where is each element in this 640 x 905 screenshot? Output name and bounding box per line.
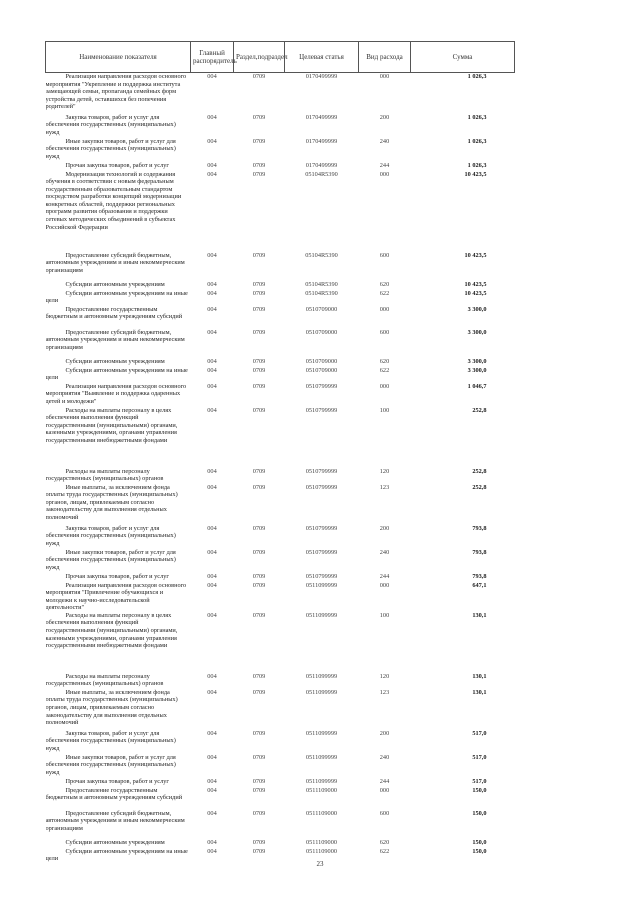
row-expense-type: 600 [379,809,390,817]
row-name: Иные закупки товаров, работ и услуг для обеспечения государственных (муниципальных) нужд [45,548,176,571]
row-razdel: 0709 [252,467,266,475]
row-expense-type: 244 [379,161,390,169]
row-sum: 130,1 [472,688,487,696]
row-name: Прочая закупка товаров, работ и услуг [65,572,169,580]
row-expense-type: 120 [379,672,390,680]
row-glav: 004 [207,382,217,390]
row-razdel: 0709 [252,161,266,169]
table-row [46,582,515,612]
row-glav: 004 [207,809,217,817]
row-name: Модернизация технологий и содержания обучения в соответствии с новым федеральным государственным образовательным стандартом посредством разработки концепций модернизации конкретных областей, поддержки региональных программ развития образования и поддержки сетевых методических объединений в субъектах Российской Федерации [45,170,182,231]
row-glav: 004 [207,672,217,680]
row-target-article: 0510799999 [305,382,338,390]
row-expense-type: 240 [379,137,390,145]
row-expense-type: 000 [379,305,390,313]
row-sum: 150,0 [472,847,487,855]
row-sum: 1 026,3 [467,137,487,145]
row-target-article: 0511099999 [305,729,338,737]
row-glav: 004 [207,786,217,794]
row-razdel: 0709 [252,548,266,556]
row-sum: 10 423,5 [464,289,487,297]
row-expense-type: 622 [379,289,390,297]
row-target-article: 0510709000 [305,328,338,336]
row-razdel: 0709 [252,305,266,313]
row-sum: 793,8 [472,572,487,580]
table-row [46,689,515,730]
row-target-article: 0510709000 [305,357,338,365]
row-razdel: 0709 [252,611,266,619]
row-expense-type: 600 [379,328,390,336]
row-razdel: 0709 [252,777,266,785]
row-expense-type: 244 [379,572,390,580]
table-row [46,573,515,582]
row-sum: 10 423,5 [464,280,487,288]
row-expense-type: 000 [379,786,390,794]
row-name: Расходы на выплаты персоналу в целях обеспечения выполнения функций государственными (муниципальными) органами, казенными учреждениями, органами управления государственными внебюджетными фондами [45,406,178,444]
row-target-article: 0511099999 [305,753,338,761]
row-sum: 3 300,0 [467,305,487,313]
row-expense-type: 622 [379,847,390,855]
row-sum: 252,8 [472,483,487,491]
table-row [46,306,515,329]
row-target-article: 0511109000 [305,838,338,846]
row-razdel: 0709 [252,838,266,846]
row-glav: 004 [207,467,217,475]
row-name: Реализация направления расходов основного мероприятия "Привлечение обучающихся и молодежи к научно-исследовательской деятельности" [45,581,187,612]
row-expense-type: 100 [379,611,390,619]
row-razdel: 0709 [252,73,266,80]
header-razdel: Раздел,подраздел [234,42,285,73]
row-target-article: 05104R5390 [305,170,338,178]
row-target-article: 0511099999 [305,672,338,680]
row-target-article: 0511099999 [305,688,338,696]
row-glav: 004 [207,688,217,696]
row-razdel: 0709 [252,280,266,288]
header-target-article: Целевая статья [285,42,359,73]
page-number: 23 [316,860,324,868]
row-glav: 004 [207,366,217,374]
row-glav: 004 [207,753,217,761]
table-row [46,367,515,383]
row-glav: 004 [207,289,217,297]
row-target-article: 0170499999 [305,161,338,169]
row-razdel: 0709 [252,170,266,178]
row-glav: 004 [207,611,217,619]
row-sum: 793,8 [472,548,487,556]
table-row [46,290,515,306]
table-row [46,612,515,673]
row-target-article: 0510799999 [305,467,338,475]
row-expense-type: 620 [379,357,390,365]
table-row [46,468,515,484]
row-expense-type: 123 [379,688,390,696]
row-sum: 647,1 [472,581,487,589]
row-expense-type: 240 [379,548,390,556]
row-name: Иные выплаты, за исключением фонда оплаты труда государственных (муниципальных) органов, лицам, привлекаемым согласно законодательству для выполнения отдельных полномочий [45,483,178,521]
row-sum: 3 300,0 [467,366,487,374]
row-expense-type: 120 [379,467,390,475]
table-header [46,42,515,73]
table-row [46,329,515,358]
row-target-article: 0510799999 [305,406,338,414]
row-name: Субсидии автономным учреждениям на иные цели [45,847,188,863]
table-row [46,778,515,787]
row-glav: 004 [207,328,217,336]
table-row [46,754,515,778]
row-target-article: 05104R5390 [305,289,338,297]
row-name: Предоставление субсидий бюджетным, автономным учреждениям и иным некоммерческим организациям [45,251,185,274]
row-glav: 004 [207,161,217,169]
table-row [46,171,515,252]
row-name: Субсидии автономным учреждениям на иные цели [45,366,188,382]
row-razdel: 0709 [252,729,266,737]
row-target-article: 0510709000 [305,366,338,374]
row-sum: 517,0 [472,729,487,737]
row-razdel: 0709 [252,366,266,374]
row-expense-type: 000 [379,73,390,80]
row-sum: 1 026,3 [467,161,487,169]
row-name: Предоставление государственным бюджетным и автономным учреждениям субсидий [45,305,183,321]
row-name: Закупка товаров, работ и услуг для обеспечения государственных (муниципальных) нужд [45,729,176,753]
row-name: Реализация направления расходов основного мероприятия "Выявление и поддержка одаренных детей и молодежи" [45,382,187,405]
row-sum: 252,8 [472,467,487,475]
row-expense-type: 200 [379,524,390,532]
table-row [46,383,515,407]
row-glav: 004 [207,483,217,491]
row-sum: 517,0 [472,753,487,761]
row-target-article: 0511109000 [305,809,338,817]
row-expense-type: 100 [379,406,390,414]
row-razdel: 0709 [252,406,266,414]
row-glav: 004 [207,838,217,846]
row-razdel: 0709 [252,382,266,390]
row-razdel: 0709 [252,251,266,259]
row-glav: 004 [207,524,217,532]
row-glav: 004 [207,572,217,580]
row-razdel: 0709 [252,672,266,680]
row-expense-type: 622 [379,366,390,374]
table-row [46,810,515,839]
row-expense-type: 620 [379,280,390,288]
row-glav: 004 [207,73,217,80]
row-name: Прочая закупка товаров, работ и услуг [65,161,169,169]
row-sum: 130,1 [472,672,487,680]
row-name: Субсидии автономным учреждениям [65,357,165,365]
table-row [46,730,515,754]
row-expense-type: 000 [379,382,390,390]
table-row [46,549,515,573]
header-name: Наименование показателя [46,42,191,73]
header-glav: Главный распорядитель [191,42,234,73]
row-glav: 004 [207,729,217,737]
row-expense-type: 000 [379,170,390,178]
row-sum: 150,0 [472,838,487,846]
row-target-article: 0511099999 [305,777,338,785]
row-expense-type: 244 [379,777,390,785]
row-glav: 004 [207,406,217,414]
table-row [46,281,515,290]
row-glav: 004 [207,113,217,121]
row-razdel: 0709 [252,753,266,761]
row-name: Иные закупки товаров, работ и услуг для обеспечения государственных (муниципальных) нужд [45,137,176,160]
row-razdel: 0709 [252,786,266,794]
row-name: Предоставление субсидий бюджетным, автономным учреждениям и иным некоммерческим организациям [45,809,185,833]
row-sum: 150,0 [472,809,487,817]
row-name: Субсидии автономным учреждениям [65,838,165,846]
row-name: Прочая закупка товаров, работ и услуг [65,777,169,785]
row-glav: 004 [207,280,217,288]
row-target-article: 0170499999 [305,113,338,121]
row-razdel: 0709 [252,572,266,580]
row-name: Предоставление субсидий бюджетным, автономным учреждениям и иным некоммерческим организациям [45,328,185,351]
row-target-article: 0511099999 [305,581,338,589]
row-name: Реализация направления расходов основного мероприятия "Укрепление и поддержка института замещающей семьи, пропаганда семейных форм устройства детей, оставшихся без попечения родителей" [45,73,187,111]
table-body [46,73,515,864]
row-razdel: 0709 [252,137,266,145]
table-row [46,787,515,810]
table-row [46,525,515,549]
row-target-article: 05104R5390 [305,280,338,288]
row-glav: 004 [207,357,217,365]
row-razdel: 0709 [252,113,266,121]
row-sum: 252,8 [472,406,487,414]
row-expense-type: 200 [379,113,390,121]
row-name: Иные закупки товаров, работ и услуг для обеспечения государственных (муниципальных) нужд [45,753,176,777]
table-row [46,138,515,162]
row-glav: 004 [207,581,217,589]
row-sum: 517,0 [472,777,487,785]
row-expense-type: 000 [379,581,390,589]
table-row [46,114,515,138]
row-sum: 10 423,5 [464,170,487,178]
row-glav: 004 [207,777,217,785]
table-row [46,358,515,367]
row-target-article: 0511109000 [305,847,338,855]
row-sum: 130,1 [472,611,487,619]
row-sum: 1 026,3 [467,73,487,80]
row-sum: 1 046,7 [467,382,487,390]
row-expense-type: 123 [379,483,390,491]
row-sum: 793,8 [472,524,487,532]
header-expense-type: Вид расхода [359,42,411,73]
row-target-article: 0170499999 [305,73,338,80]
row-razdel: 0709 [252,357,266,365]
table-row [46,839,515,848]
row-razdel: 0709 [252,483,266,491]
table-row [46,407,515,468]
row-name: Закупка товаров, работ и услуг для обеспечения государственных (муниципальных) нужд [45,113,176,136]
row-sum: 10 423,5 [464,251,487,259]
row-target-article: 0511099999 [305,611,338,619]
budget-table [45,41,515,864]
row-razdel: 0709 [252,847,266,855]
row-sum: 1 026,3 [467,113,487,121]
row-sum: 3 300,0 [467,328,487,336]
row-expense-type: 600 [379,251,390,259]
row-expense-type: 620 [379,838,390,846]
table-row [46,673,515,689]
row-sum: 150,0 [472,786,487,794]
row-glav: 004 [207,847,217,855]
table-row [46,484,515,525]
row-name: Предоставление государственным бюджетным и автономным учреждениям субсидий [45,786,183,802]
row-target-article: 0510709000 [305,305,338,313]
row-sum: 3 300,0 [467,357,487,365]
row-razdel: 0709 [252,289,266,297]
row-name: Субсидии автономным учреждениям [65,280,165,288]
row-glav: 004 [207,170,217,178]
row-glav: 004 [207,548,217,556]
row-glav: 004 [207,251,217,259]
row-target-article: 0510799999 [305,483,338,491]
header-sum: Сумма [411,42,515,73]
row-razdel: 0709 [252,688,266,696]
row-razdel: 0709 [252,809,266,817]
row-name: Закупка товаров, работ и услуг для обеспечения государственных (муниципальных) нужд [45,524,176,547]
row-target-article: 0170499999 [305,137,338,145]
row-name: Иные выплаты, за исключением фонда оплаты труда государственных (муниципальных) органов, лицам, привлекаемым согласно законодательству для выполнения отдельных полномочий [45,688,178,727]
row-name: Расходы на выплаты персоналу государственных (муниципальных) органов [45,672,164,688]
row-name: Расходы на выплаты персоналу в целях обеспечения выполнения функций государственными (муниципальными) органами, казенными учреждениями, органами управления государственными внебюджетными фондами [45,611,178,650]
table-row [46,162,515,171]
row-target-article: 0510799999 [305,548,338,556]
row-razdel: 0709 [252,581,266,589]
table-row [46,73,515,114]
row-target-article: 0510799999 [305,572,338,580]
row-razdel: 0709 [252,328,266,336]
row-razdel: 0709 [252,524,266,532]
row-name: Расходы на выплаты персоналу государственных (муниципальных) органов [45,467,164,483]
row-name: Субсидии автономным учреждениям на иные цели [45,289,188,305]
row-target-article: 0510799999 [305,524,338,532]
row-expense-type: 200 [379,729,390,737]
table-row [46,252,515,281]
row-glav: 004 [207,137,217,145]
row-glav: 004 [207,305,217,313]
row-target-article: 0511109000 [305,786,338,794]
row-expense-type: 240 [379,753,390,761]
row-target-article: 05104R5390 [305,251,338,259]
